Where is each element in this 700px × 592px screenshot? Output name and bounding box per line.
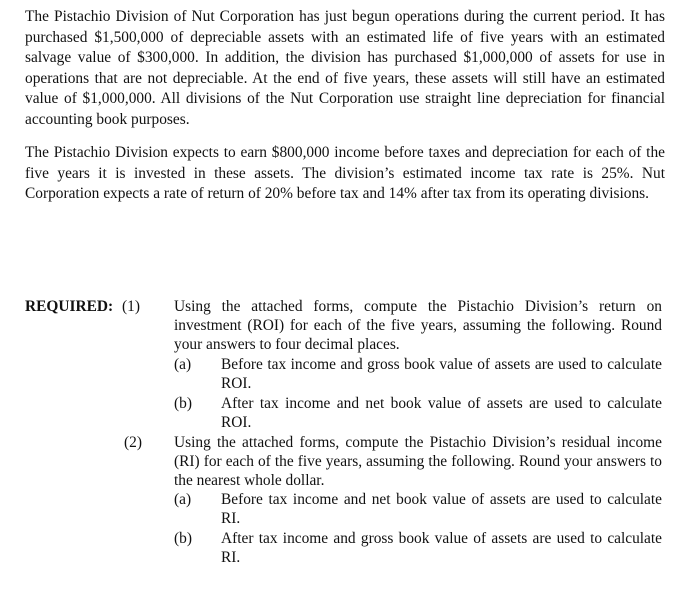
required-item-1b-text: After tax income and net book value of assets are used to calculate ROI. bbox=[221, 395, 662, 431]
required-item-2a-letter: (a) bbox=[174, 491, 192, 508]
required-item-1-number: (1) bbox=[122, 298, 140, 315]
required-item-2a-text: Before tax income and net book value of assets are used to calculate RI. bbox=[221, 491, 662, 527]
required-item-2-number: (2) bbox=[124, 434, 142, 451]
required-item-1-text: Using the attached forms, compute the Pistachio Division’s return on investment (ROI) for each of the five years, assuming the following. Round your answers to four decimal places. bbox=[174, 298, 662, 353]
required-item-1a-letter: (a) bbox=[174, 356, 192, 373]
required-item-1b-letter: (b) bbox=[174, 395, 192, 412]
required-item-1a-text: Before tax income and gross book value of assets are used to calculate ROI. bbox=[221, 356, 662, 392]
required-label: REQUIRED: bbox=[25, 298, 114, 315]
required-item-2b-text: After tax income and gross book value of assets are used to calculate RI. bbox=[221, 530, 662, 566]
required-item-2-text: Using the attached forms, compute the Pistachio Division’s residual income (RI) for each of the five years, assuming the following. Round your answers to the nearest whole dollar. bbox=[174, 434, 662, 489]
intro-paragraph-2: The Pistachio Division expects to earn $800,000 income before taxes and depreciation for each of the five years it is invested in these assets. The division’s estimated income tax rate is 25%. Nut Corporation expects a rate of return of 20% before tax and 14% after tax from its operating divisions. bbox=[25, 144, 665, 202]
required-item-2b-letter: (b) bbox=[174, 530, 192, 547]
intro-paragraph-1: The Pistachio Division of Nut Corporation has just begun operations during the current period. It has purchased $1,500,000 of depreciable assets with an estimated life of five years with an estimated salvage value of $300,000. In addition, the division has purchased $1,000,000 of assets for use in operations that are not depreciable. At the end of five years, these assets will still have an estimated value of $1,000,000. All divisions of the Nut Corporation use straight line depreciation for financial accounting book purposes. bbox=[25, 8, 665, 128]
